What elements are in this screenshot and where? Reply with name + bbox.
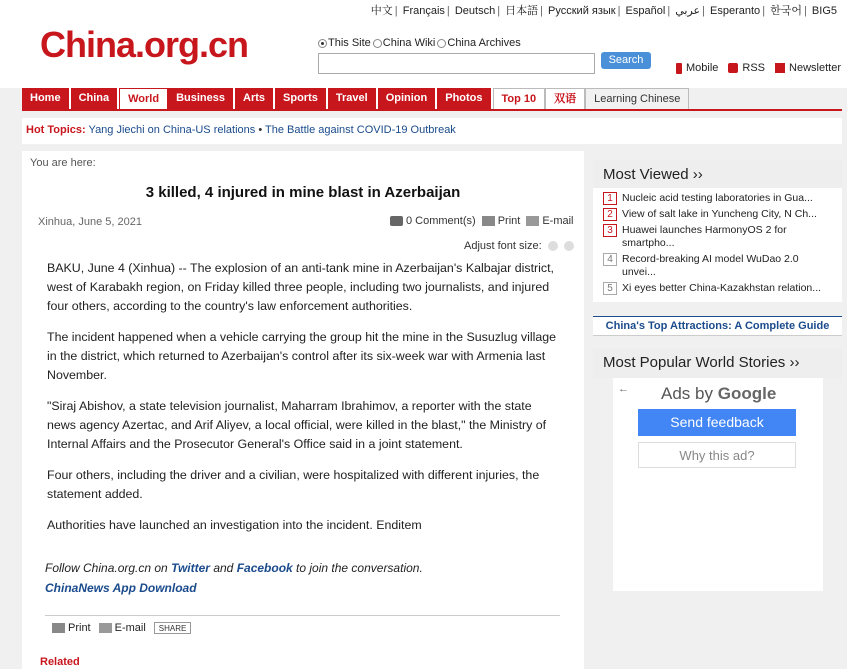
nav-sports[interactable]: Sports [275, 88, 328, 110]
footer-email-link[interactable]: E-mail [99, 622, 146, 634]
lang-link[interactable]: عربي [675, 5, 701, 17]
hot-topics-bar [22, 118, 842, 144]
app-download-link[interactable]: ChinaNews App Download [45, 581, 197, 595]
lang-link[interactable]: Español [625, 5, 666, 17]
footer-actions [52, 622, 191, 634]
print-icon [52, 623, 65, 633]
lang-link[interactable]: 日本語 [505, 5, 539, 17]
search-input[interactable] [318, 53, 595, 74]
lang-link[interactable]: Français [402, 5, 445, 17]
related-heading: Related [40, 656, 80, 668]
nav-business[interactable]: Business [168, 88, 235, 110]
nav-china[interactable]: China [71, 88, 120, 110]
site-logo[interactable]: China.org.cn [40, 24, 249, 65]
article-headline: 3 killed, 4 injured in mine blast in Azerbaijan [145, 184, 461, 201]
most-popular-title[interactable]: Most Popular World Stories ›› [593, 348, 842, 378]
sidebar [593, 160, 842, 591]
language-links: 中文 | Français | Deutsch | 日本語 | Русский язык | Español | عربي | Esperanto | 한국어 | BIG5 [370, 5, 837, 17]
email-link[interactable]: E-mail [526, 215, 573, 227]
most-viewed-item[interactable]: 2 View of salt lake in Yuncheng City, N Ch... [603, 208, 832, 221]
email-icon [526, 216, 539, 226]
hot-topic-separator: • [258, 124, 263, 136]
search-scope [318, 37, 521, 49]
radio-this-site[interactable]: This Site [318, 37, 371, 49]
rss-icon [728, 63, 738, 73]
lang-link[interactable]: 中文 [370, 5, 393, 17]
font-decrease-icon[interactable] [548, 241, 558, 251]
most-viewed-list [593, 188, 842, 302]
hot-topics-label: Hot Topics: [26, 124, 86, 136]
article-body [47, 259, 557, 547]
newsletter-icon [775, 63, 785, 73]
lang-link[interactable]: 한국어 [770, 5, 802, 17]
radio-dot-icon [373, 39, 382, 48]
nav-top10[interactable]: Top 10 [493, 88, 546, 110]
radio-china-archives[interactable]: China Archives [437, 37, 520, 49]
attractions-guide-link[interactable]: China's Top Attractions: A Complete Guide [593, 316, 842, 336]
ads-by-google-label: Ads by Google [661, 384, 777, 403]
font-increase-icon[interactable] [564, 241, 574, 251]
nav-home[interactable]: Home [22, 88, 71, 110]
most-viewed-title[interactable]: Most Viewed ›› [593, 160, 842, 188]
breadcrumb: You are here: [30, 157, 96, 169]
article-actions [390, 215, 573, 227]
most-viewed-item[interactable]: 1 Nucleic acid testing laboratories in Gua... [603, 192, 832, 205]
lang-link[interactable]: Русский язык [548, 5, 616, 17]
radio-dot-icon [437, 39, 446, 48]
most-viewed-item[interactable]: 3 Huawei launches HarmonyOS 2 for smartpho... [603, 224, 832, 250]
back-arrow-icon[interactable]: ← [618, 383, 629, 395]
font-size-label: Adjust font size: [464, 240, 542, 252]
site-header [0, 18, 847, 88]
nav-travel[interactable]: Travel [328, 88, 378, 110]
comments-link[interactable]: 0 Comment(s) [390, 215, 476, 227]
lang-link[interactable]: Deutsch [454, 5, 496, 17]
nav-bilingual[interactable]: 双语 [545, 88, 585, 110]
most-viewed-item[interactable]: 5 Xi eyes better China-Kazakhstan relation... [603, 282, 832, 295]
nav-photos[interactable]: Photos [437, 88, 492, 110]
send-feedback-button[interactable]: Send feedback [638, 409, 796, 436]
follow-line: Follow China.org.cn on Twitter and Facebook to join the conversation. [45, 561, 423, 575]
mobile-link[interactable]: Mobile [676, 62, 718, 74]
print-link[interactable]: Print [482, 215, 521, 227]
radio-dot-icon [318, 39, 327, 48]
mobile-icon [676, 63, 682, 74]
divider [45, 615, 560, 616]
comment-icon [390, 216, 403, 226]
facebook-link[interactable]: Facebook [236, 561, 293, 575]
language-bar [0, 0, 847, 18]
lang-link[interactable]: BIG5 [811, 5, 837, 17]
article-paragraph: The incident happened when a vehicle carrying the group hit the mine in the Susuzlug village in the district, which returned to Azerbaijan's control after its six-week war with Armenia last November. [47, 330, 557, 382]
nav-arts[interactable]: Arts [235, 88, 275, 110]
lang-link[interactable]: Esperanto [710, 5, 761, 17]
twitter-link[interactable]: Twitter [171, 561, 210, 575]
nav-world[interactable]: World [119, 88, 168, 110]
why-this-ad-button[interactable]: Why this ad? [638, 442, 796, 468]
font-size-control [464, 240, 574, 252]
article-paragraph: Authorities have launched an investigation into the incident. Enditem [47, 518, 422, 532]
hot-topic-link[interactable]: The Battle against COVID-19 Outbreak [265, 124, 456, 136]
article-paragraph: "Siraj Abishov, a state television journalist, Maharram Ibrahimov, a reporter with the state news agency Azertac, and Arif Aliyev, a local official, were killed in the blast," the Ministry of Internal Affairs and the Prosecutor General's Office said in a joint statement. [47, 399, 547, 451]
article-paragraph: BAKU, June 4 (Xinhua) -- The explosion of an anti-tank mine in Azerbaijan's Kalbajar district, west of Karabakh region, on Friday killed three people, including two journalists, and injured four others, according to the country's law enforcement authorities. [47, 261, 554, 313]
main-nav [22, 88, 689, 110]
most-viewed-box [593, 160, 842, 302]
footer-print-link[interactable]: Print [52, 622, 91, 634]
article-paragraph: Four others, including the driver and a civilian, were hospitalized with different injuries, the statement added. [47, 468, 540, 501]
article-panel [22, 151, 584, 669]
article-source-date: Xinhua, June 5, 2021 [38, 216, 142, 228]
email-icon [99, 623, 112, 633]
share-button[interactable]: SHARE [154, 622, 192, 634]
rss-link[interactable]: RSS [728, 62, 765, 74]
ad-panel [613, 378, 823, 591]
nav-underline [22, 109, 842, 111]
radio-china-wiki[interactable]: China Wiki [373, 37, 436, 49]
newsletter-link[interactable]: Newsletter [775, 62, 841, 74]
search-button[interactable]: Search [601, 52, 651, 69]
nav-learning-chinese[interactable]: Learning Chinese [585, 88, 689, 110]
most-viewed-item[interactable]: 4 Record-breaking AI model WuDao 2.0 unvei... [603, 253, 832, 279]
nav-opinion[interactable]: Opinion [378, 88, 438, 110]
print-icon [482, 216, 495, 226]
hot-topic-link[interactable]: Yang Jiechi on China-US relations [88, 124, 256, 136]
header-tools [676, 62, 841, 74]
